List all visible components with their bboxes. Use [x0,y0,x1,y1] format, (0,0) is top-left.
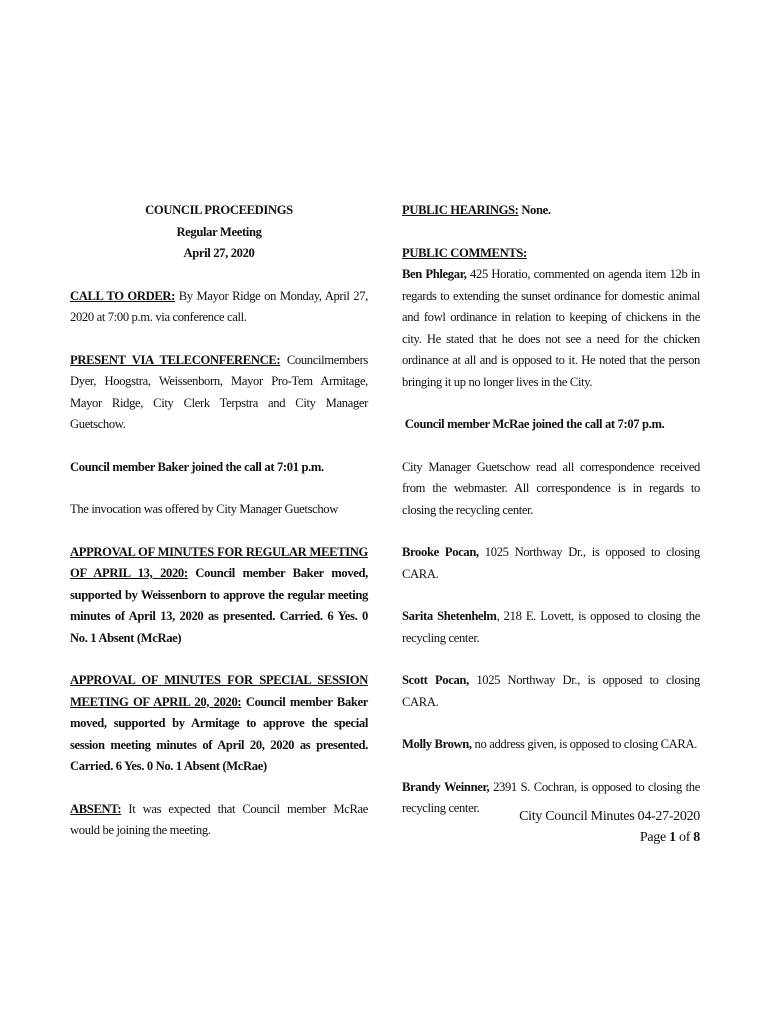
doc-date: April 27, 2020 [183,246,255,260]
left-column [70,200,368,842]
approval-special [70,670,368,778]
public-hearings [402,200,700,222]
comment-name: Ben Phlegar, [402,267,467,281]
present-text: Councilmembers Dyer, Hoogstra, Weissenborn, Mayor Pro-Tem Armitage, Mayor Ridge, City Clerk Terpstra and City Manager Guetschow. [70,352,368,431]
absent-label: ABSENT: [70,801,122,816]
comment-molly-brown [402,734,700,756]
approval-special-text: Council member Baker moved, supported by Armitage to approve the special session meeting minutes of April 20, 2020 as presented. Carried. 6 Yes. 0 No. 1 Absent (McRae) [70,694,368,773]
right-column [402,200,700,820]
approval-regular [70,542,368,650]
mcrae-joined: Council member McRae joined the call at 7:07 p.m. [402,417,665,431]
page-of: of [675,830,694,845]
baker-joined: Council member Baker joined the call at 7:01 p.m. [70,459,324,474]
approval-regular-text: Council member Baker moved, supported by Weissenborn to approve the regular meeting minutes of April 13, 2020 as presented. Carried. 6 Yes. 0 No. 1 Absent (McRae) [70,566,368,645]
public-hearings-text: None. [518,203,551,217]
page-prefix: Page [639,830,670,845]
comment-name: Scott Pocan, [402,673,469,687]
invocation: The invocation was offered by City Manager Guetschow [70,502,338,516]
comment-brooke-pocan [402,542,700,585]
comment-text: 2391 S. Cochran, is opposed to closing the recycling center. [402,779,700,815]
page-current: 1 [669,830,676,845]
call-to-order [70,286,368,329]
public-hearings-label: PUBLIC HEARINGS: [402,203,519,217]
comment-text: , 218 E. Lovett, is opposed to closing the recycling center. [402,609,700,645]
approval-regular-label: APPROVAL OF MINUTES FOR REGULAR MEETING OF APRIL 13, 2020: [70,544,368,580]
comment-name: Sarita Shetenhelm [402,609,497,623]
present-label: PRESENT VIA TELECONFERENCE: [70,352,281,367]
public-comments-heading: PUBLIC COMMENTS: [402,245,527,260]
comment-name: Molly Brown, [402,737,472,751]
page-footer [402,806,700,848]
comment-phlegar [402,264,700,393]
call-to-order-text: By Mayor Ridge on Monday, April 27, 2020 at 7:00 p.m. via conference call. [70,288,368,324]
call-to-order-label: CALL TO ORDER: [70,288,176,303]
doc-subtitle: Regular Meeting [176,224,262,239]
comment-sarita-shetenhelm [402,606,700,649]
comment-text: 425 Horatio, commented on agenda item 12b in regards to extending the sunset ordinance for domestic animal and fowl ordinance in relation to keeping of chickens in the city. He stated that he does not see a need for the chicken ordinance at all and is opposed to it. He noted that the person bringing it up no longer lives in the City. [402,267,700,389]
absent-text: It was expected that Council member McRae would be joining the meeting. [70,801,368,837]
present-section [70,350,368,436]
footer-minutes-title: City Council Minutes 04-27-2020 [519,809,700,824]
comment-text: no address given, is opposed to closing CARA. [471,737,698,751]
absent-section [70,799,368,842]
correspondence: City Manager Guetschow read all correspondence received from the webmaster. All correspondence is in regards to closing the recycling center. [402,459,700,517]
comment-scott-pocan [402,670,700,713]
comment-name: Brooke Pocan, [402,545,479,559]
comment-text: 1025 Northway Dr., is opposed to closing CARA. [402,545,700,581]
page-number [402,827,700,848]
doc-title: COUNCIL PROCEEDINGS [145,203,293,217]
comment-name: Brandy Weinner, [402,779,490,794]
approval-special-label: APPROVAL OF MINUTES FOR SPECIAL SESSION MEETING OF APRIL 20, 2020: [70,673,368,709]
page-total: 8 [693,830,700,845]
comment-text: 1025 Northway Dr., is opposed to closing CARA. [402,673,700,709]
